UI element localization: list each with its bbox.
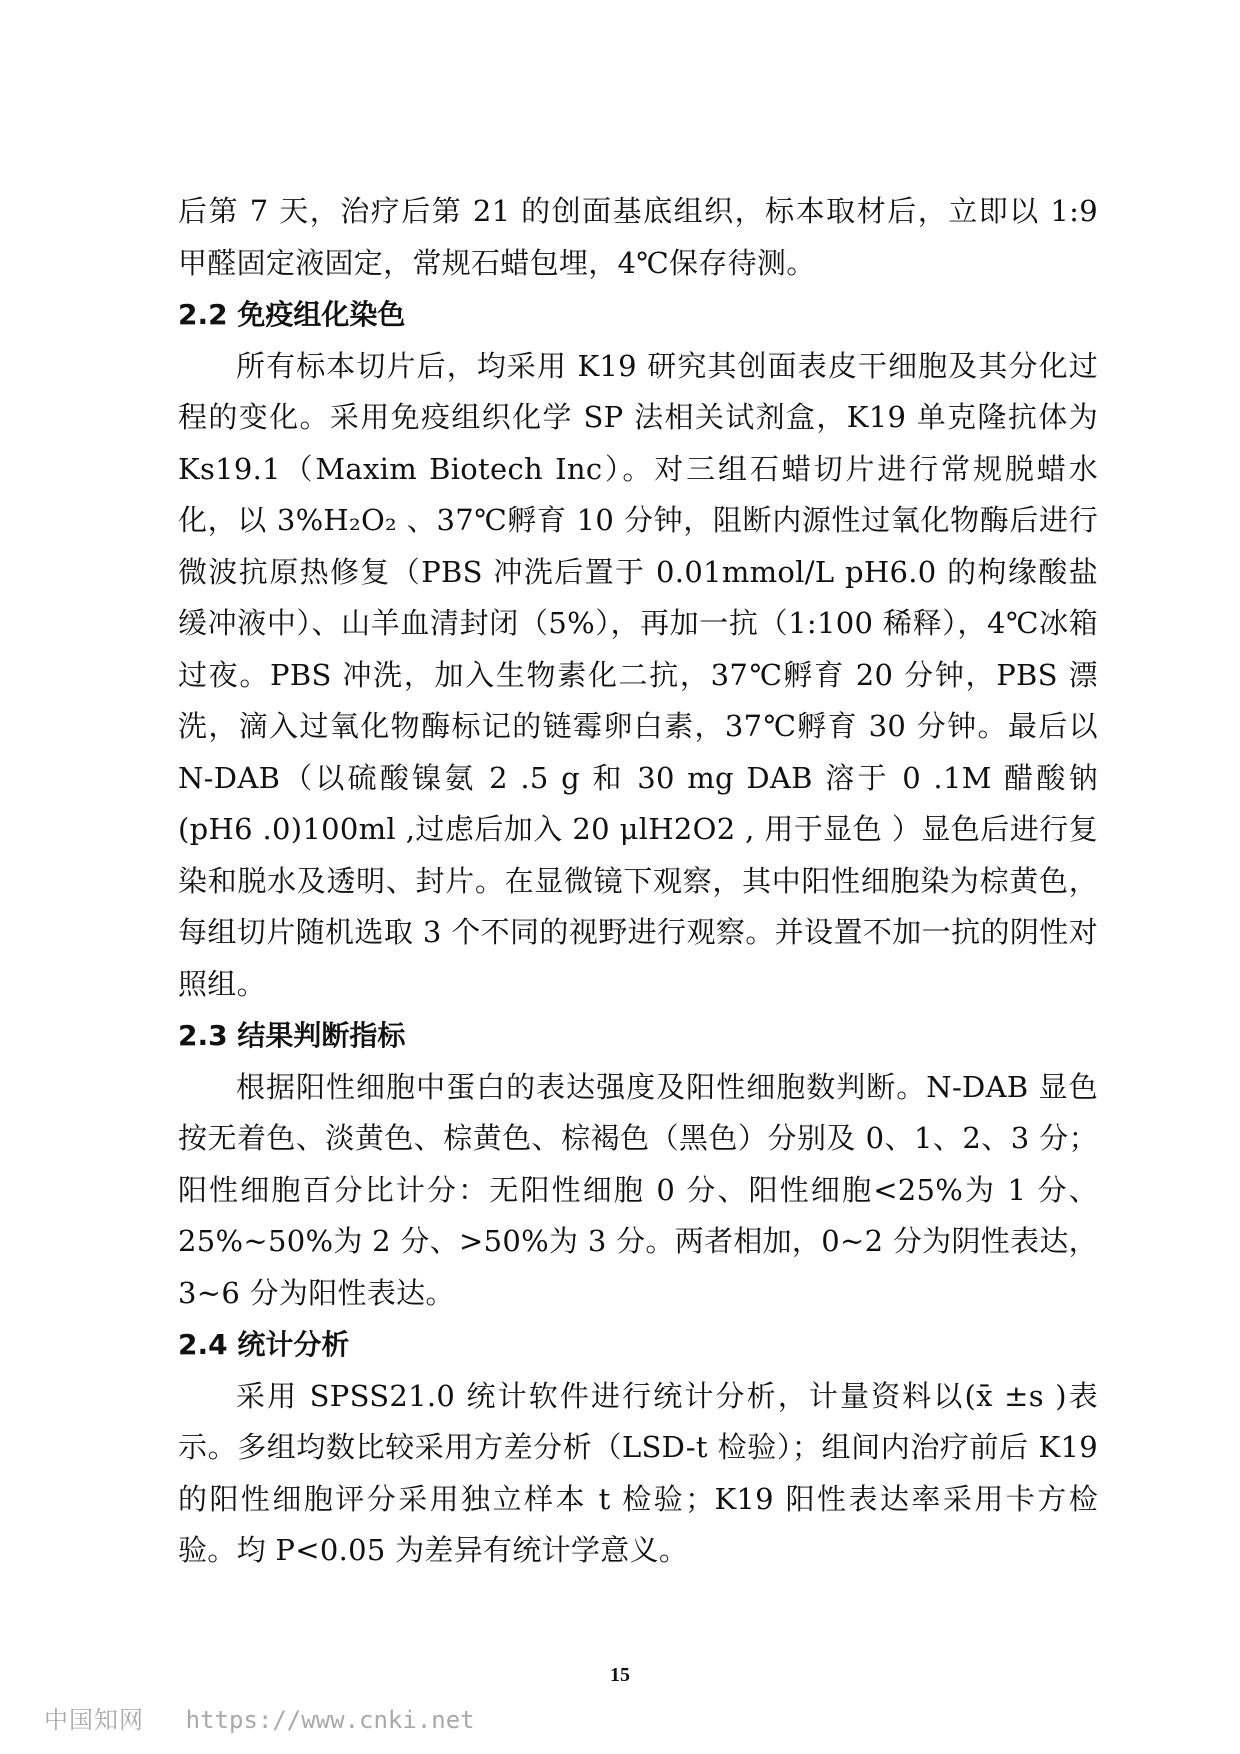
watermark-name: 中国知网 bbox=[44, 1706, 144, 1734]
paragraph-statistics: 采用 SPSS21.0 统计软件进行统计分析，计量资料以(x̄ ±s )表示。多组均数比较采用方差分析（LSD-t 检验）；组间内治疗前后 K19 的阳性细胞评分采用独立样本 t 检验；K19 阳性表达率采用卡方检验。均 P<0.05 为差异有统计学意义。 bbox=[178, 1378, 1098, 1567]
paragraph-specimen-fixation: 后第 7 天，治疗后第 21 的创面基底组织，标本取材后，立即以 1:9 甲醛固定液固定，常规石蜡包埋，4℃保存待测。 bbox=[178, 194, 1098, 280]
watermark-url[interactable]: https://www.cnki.net bbox=[185, 1706, 475, 1734]
source-watermark bbox=[44, 1700, 475, 1735]
section-heading-2-4: 2.4 统计分析 bbox=[178, 1328, 350, 1361]
section-heading-2-3: 2.3 结果判断指标 bbox=[178, 1019, 406, 1052]
paragraph-result-criteria: 根据阳性细胞中蛋白的表达强度及阳性细胞数判断。N-DAB 显色按无着色、淡黄色、棕黄色、棕褐色（黑色）分别及 0、1、2、3 分；阳性细胞百分比计分：无阳性细胞 0 分、阳性细胞<25%为 1 分、25%~50%为 2 分、>50%为 3 分。两者相加，0~2 分为阴性表达，3~6 分为阳性表达。 bbox=[178, 1069, 1098, 1310]
section-heading-2-2: 2.2 免疫组化染色 bbox=[178, 298, 406, 331]
paragraph-immunohistochemistry: 所有标本切片后，均采用 K19 研究其创面表皮干细胞及其分化过程的变化。采用免疫组织化学 SP 法相关试剂盒，K19 单克隆抗体为 Ks19.1（Maxim Biotech Inc）。对三组石蜡切片进行常规脱蜡水化，以 3%H₂O₂ 、37℃孵育 10 分钟，阻断内源性过氧化物酶后进行微波抗原热修复（PBS 冲洗后置于 0.01mmol/L pH6.0 的枸缘酸盐缓冲液中）、山羊血清封闭（5%），再加一抗（1:100 稀释），4℃冰箱过夜。PBS 冲洗，加入生物素化二抗，37℃孵育 20 分钟，PBS 漂洗，滴入过氧化物酶标记的链霉卵白素，37℃孵育 30 分钟。最后以 N-DAB（以硫酸镍氨 2 .5 g 和 30 mg DAB 溶于 0 .1M 醋酸钠(pH6 .0)100ml ,过虑后加入 20 μlH2O2 , 用于显色 ）显色后进行复染和脱水及透明、封片。在显微镜下观察，其中阳性细胞染为棕黄色，每组切片随机选取 3 个不同的视野进行观察。并设置不加一抗的阴性对照组。 bbox=[178, 348, 1098, 1001]
page-number: 15 bbox=[610, 1664, 630, 1686]
document-body bbox=[178, 186, 1098, 1577]
